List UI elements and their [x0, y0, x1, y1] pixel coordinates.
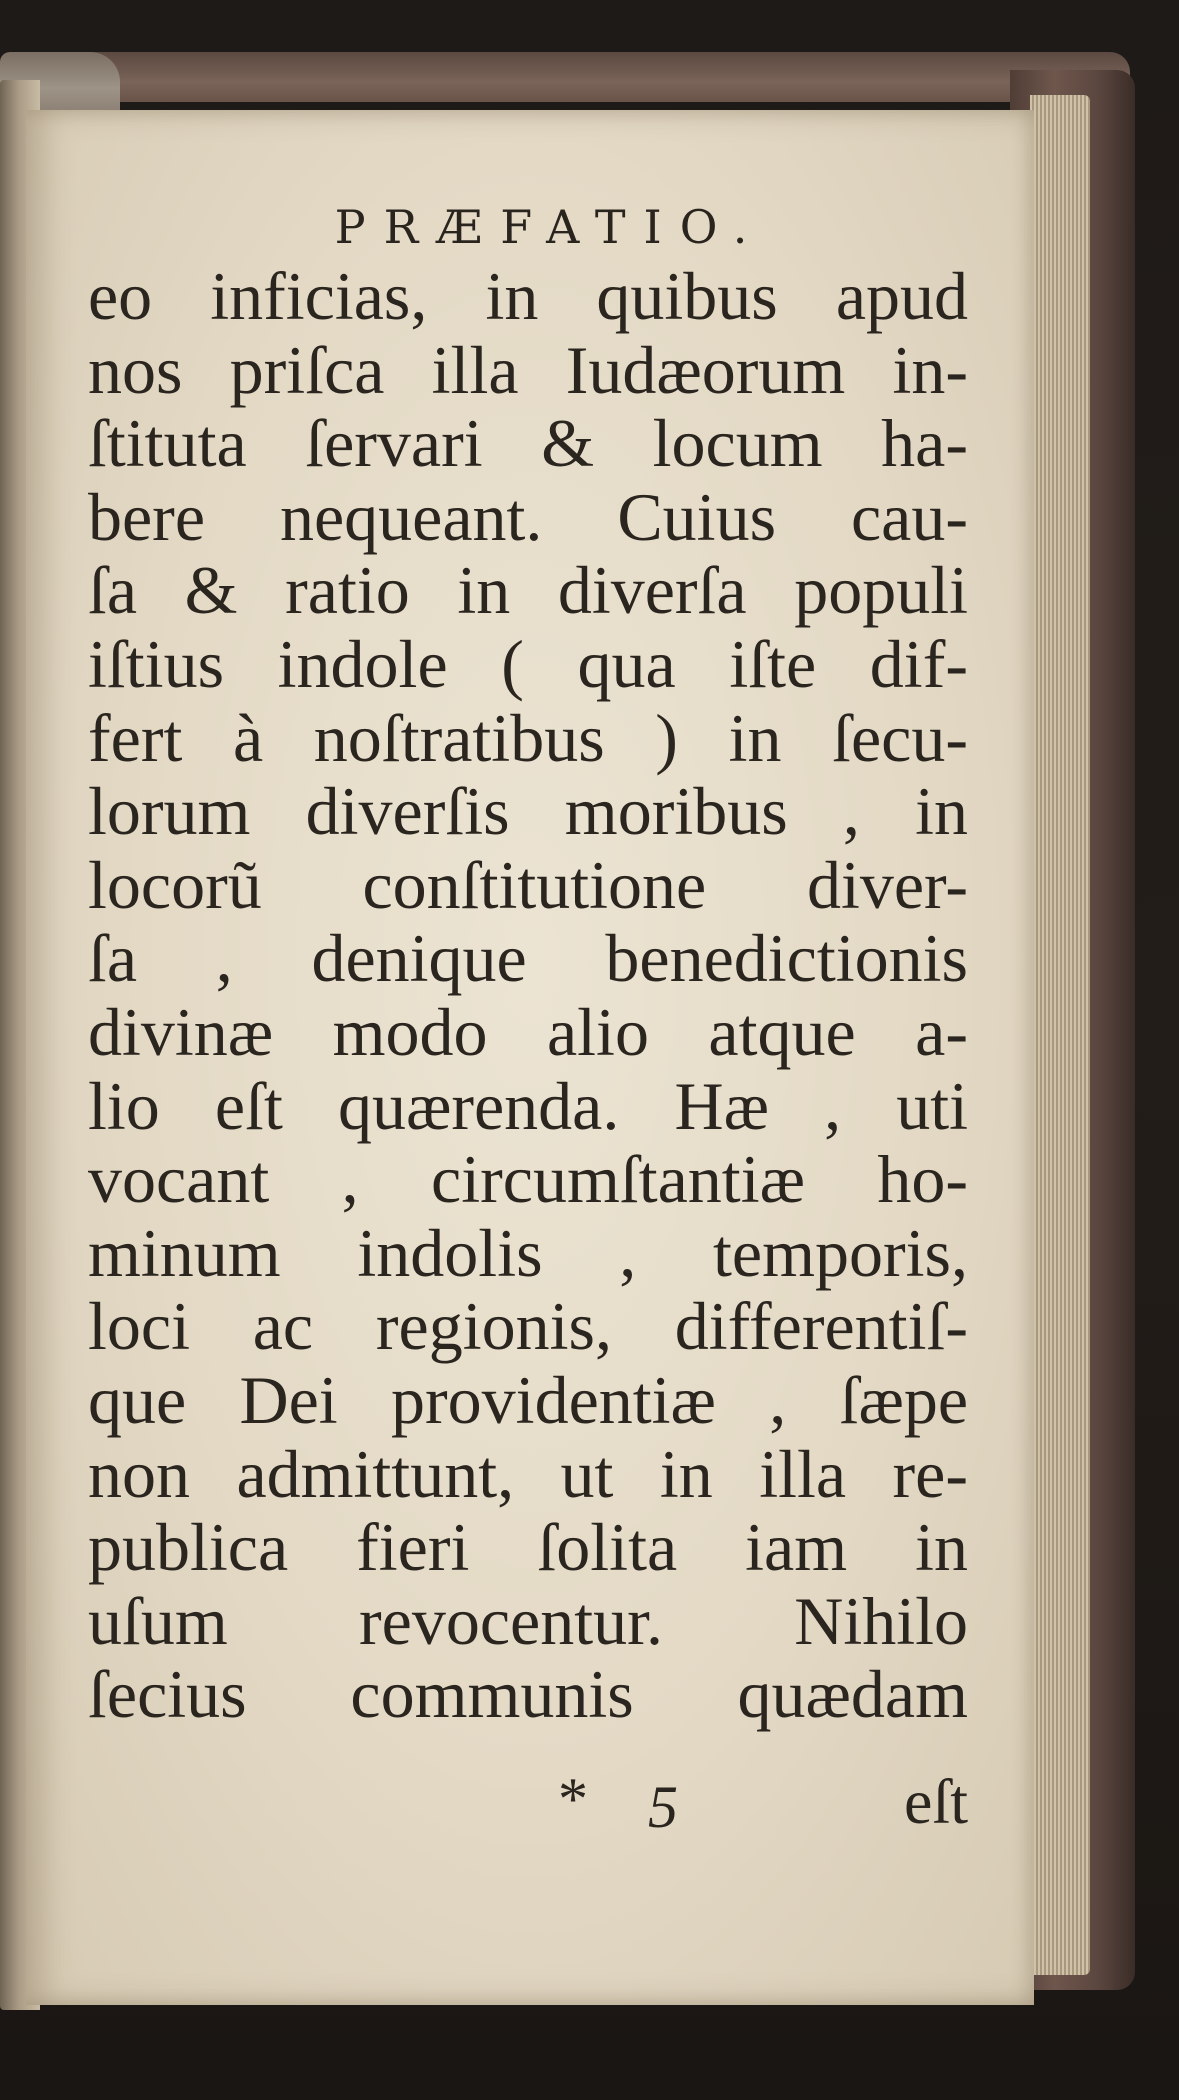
text-line: locorũ conſtitutione diver- — [88, 846, 968, 923]
text-line: vocant , circumſtantiæ ho- — [88, 1141, 968, 1218]
text-line: uſum revocentur. Nihilo — [88, 1582, 968, 1659]
text-line: ſa & ratio in diverſa populi — [88, 552, 968, 629]
text-line: ſecius communis quædam — [88, 1656, 968, 1733]
text-line: minum indolis , temporis, — [88, 1214, 968, 1291]
page-footer — [88, 1765, 968, 1845]
text-line: divinæ modo alio atque a- — [88, 993, 968, 1070]
running-head: PRÆFATIO. — [334, 200, 766, 254]
text-line: ſa , denique benedictionis — [88, 920, 968, 997]
text-line: eo inficias, in quibus apud — [88, 258, 968, 334]
text-line: fert à noſtratibus ) in ſecu- — [88, 699, 968, 776]
signature-star: * — [558, 1766, 588, 1832]
page-stack-edge — [1030, 95, 1090, 1975]
text-line: iſtius indole ( qua iſte dif- — [88, 625, 968, 702]
cover-top-edge — [80, 52, 1130, 102]
text-line: non admittunt, ut in illa re- — [88, 1435, 968, 1512]
body-text — [88, 260, 968, 1732]
text-line: que Dei providentiæ , ſæpe — [88, 1361, 968, 1438]
catchword: eſt — [904, 1766, 968, 1837]
book-page — [26, 110, 1034, 2005]
text-line: lorum diverſis moribus , in — [88, 773, 968, 850]
text-line: nos priſca illa Iudæorum in- — [88, 331, 968, 408]
text-line: ſtituta ſervari & locum ha- — [88, 405, 968, 482]
signature-mark: 5 — [648, 1774, 678, 1840]
text-line: publica fieri ſolita iam in — [88, 1509, 968, 1586]
text-line: loci ac regionis, differentiſ- — [88, 1288, 968, 1365]
text-line: lio eſt quærenda. Hæ , uti — [88, 1067, 968, 1144]
text-line: bere nequeant. Cuius cau- — [88, 478, 968, 555]
